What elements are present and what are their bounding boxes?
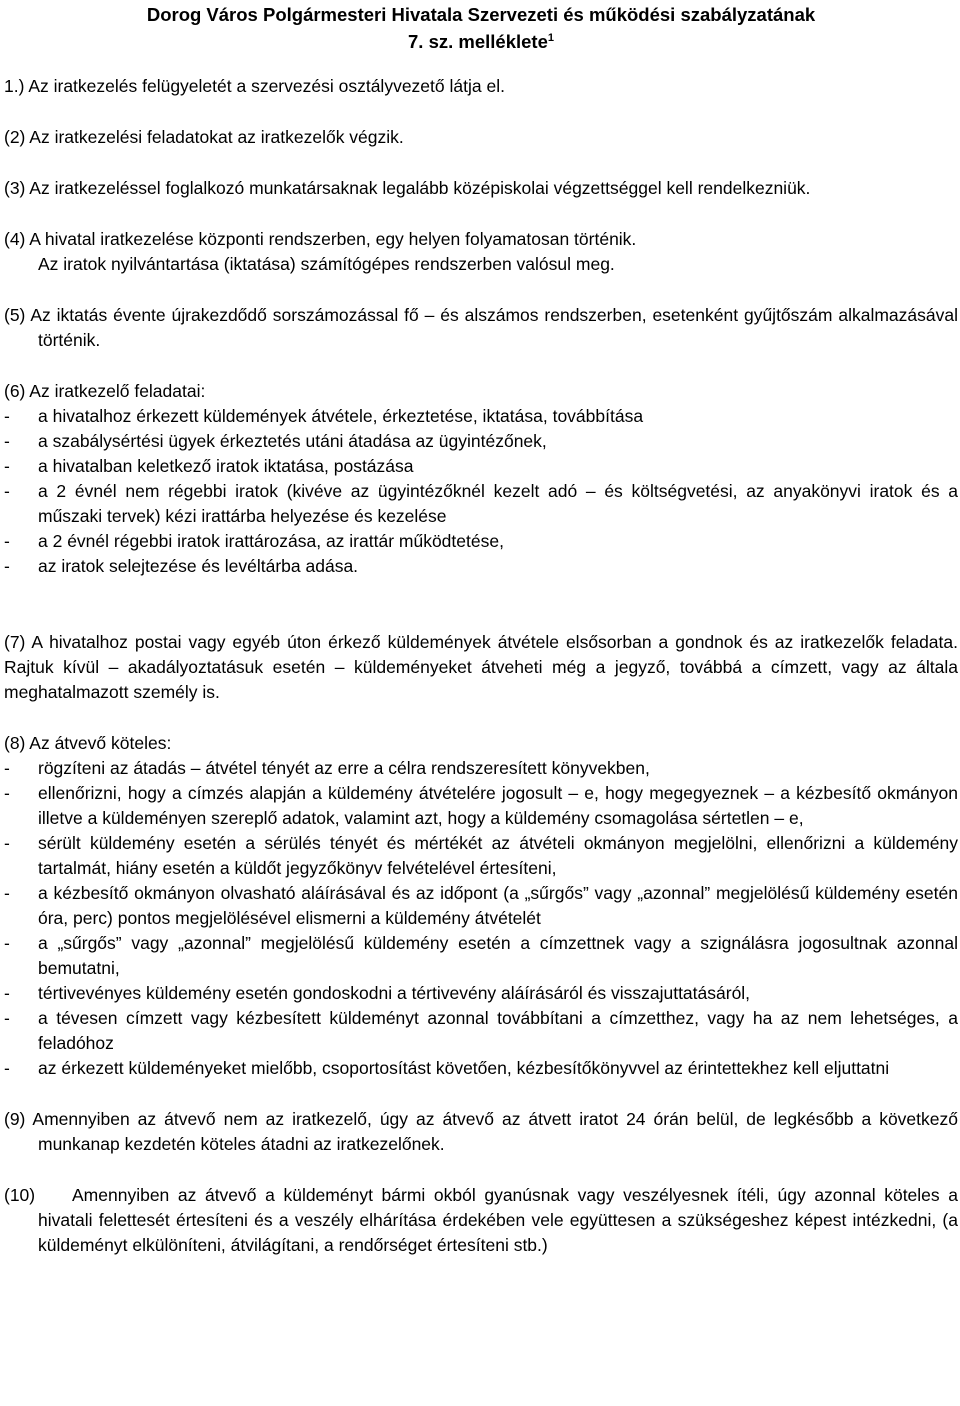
list-dash: - — [4, 983, 10, 1003]
paragraph-4 — [4, 227, 958, 277]
document-title-line2 — [4, 27, 958, 54]
document-title-line1: Dorog Város Polgármesteri Hivatala Szervezeti és működési szabályzatának — [146, 4, 816, 25]
list-item-text: sérült küldemény esetén a sérülés tényét és mértékét az átvételi okmányon megjelölni, ellenőrizni a küldemény tartalmát, hiány esetén a küldőt jegyzőkönyv felvételével értesíteni, — [38, 833, 958, 878]
list-dash: - — [4, 783, 10, 803]
list-dash: - — [4, 531, 10, 551]
list-dash: - — [4, 758, 10, 778]
list-dash: - — [4, 481, 10, 501]
list-dash: - — [4, 431, 10, 451]
list-item — [4, 831, 958, 881]
list-item — [4, 529, 958, 554]
list-dash: - — [4, 1058, 10, 1078]
paragraph-9: (9) Amennyiben az átvevő nem az iratkezelő, úgy az átvevő az átvett iratot 24 órán belül, de legkésőbb a következő munkanap kezdetén köteles átadni az iratkezelőnek. — [4, 1109, 958, 1154]
list-item — [4, 881, 958, 931]
paragraph-4-line2: Az iratok nyilvántartása (iktatása) számítógépes rendszerben valósul meg. — [38, 254, 615, 274]
paragraph-5: (5) Az iktatás évente újrakezdődő sorszámozással fő – és alszámos rendszerben, esetenként gyűjtőszám alkalmazásával történik. — [4, 305, 958, 350]
list-dash: - — [4, 556, 10, 576]
list-dash: - — [4, 406, 10, 426]
list-item-text: rögzíteni az átadás – átvétel tényét az erre a célra rendszeresített könyvekben, — [38, 758, 650, 778]
list-item — [4, 1056, 958, 1081]
paragraph-8-intro: (8) Az átvevő köteles: — [4, 733, 172, 753]
paragraph-10-text: Amennyiben az átvevő a küldeményt bármi okból gyanúsnak vagy veszélyesnek ítéli, úgy azonnal köteles a hivatali felettesét értesíteni és a veszély elhárítása érdekében vele együttesen a szükségeshez képest intézkedni, (a küldeményt elkülöníteni, átvilágítani, a rendőrséget értesíteni stb.) — [38, 1185, 958, 1255]
paragraph-10 — [4, 1183, 958, 1258]
list-item-text: a 2 évnél régebbi iratok irattározása, az irattár működtetése, — [38, 531, 504, 551]
list-dash: - — [4, 933, 10, 953]
list-item-text: a tévesen címzett vagy kézbesített küldeményt azonnal továbbítani a címzetthez, vagy ha az nem lehetséges, a feladóhoz — [38, 1008, 958, 1053]
footnote-mark: 1 — [547, 31, 554, 44]
list-item — [4, 429, 958, 454]
list-item-text: az érkezett küldeményeket mielőbb, csoportosítást követően, kézbesítőkönyvvel az érintettekhez kell eljuttatni — [38, 1058, 890, 1078]
paragraph-8 — [4, 731, 958, 1081]
list-dash: - — [4, 883, 10, 903]
list-item-text: tértivevényes küldemény esetén gondoskodni a tértivevény aláírásáról és visszajuttatásáról, — [38, 983, 751, 1003]
list-item-text: a „sűrgős” vagy „azonnal” megjelölésű küldemény esetén a címzettnek vagy a szignálásra jogosultnak azonnal bemutatni, — [38, 933, 958, 978]
list-item — [4, 756, 958, 781]
list-item-text: a hivatalhoz érkezett küldemények átvétele, érkeztetése, iktatása, továbbítása — [38, 406, 644, 426]
list-item-text: az iratok selejtezése és levéltárba adása. — [38, 556, 359, 576]
paragraph-4-line1: (4) A hivatal iratkezelése központi rendszerben, egy helyen folyamatosan történik. — [4, 229, 637, 249]
list-item — [4, 1006, 958, 1056]
list-item-text: a szabálysértési ügyek érkeztetés utáni átadása az ügyintézőnek, — [38, 431, 547, 451]
paragraph-10-number: (10) — [4, 1185, 36, 1205]
paragraph-7: (7) A hivatalhoz postai vagy egyéb úton érkező küldemények átvétele elsősorban a gondnok és az iratkezelők feladata. Rajtuk kívül – akadályoztatásuk esetén – küldeményeket átveheti még a jegyző, továbbá a címzett, vagy az általa meghatalmazott személy is. — [4, 632, 958, 702]
list-item — [4, 404, 958, 429]
document-header — [4, 0, 958, 54]
list-item — [4, 554, 958, 579]
list-dash: - — [4, 833, 10, 853]
list-item — [4, 454, 958, 479]
paragraph-3: (3) Az iratkezeléssel foglalkozó munkatársaknak legalább középiskolai végzettséggel kell rendelkezniük. — [4, 178, 811, 198]
list-item — [4, 981, 958, 1006]
paragraph-2: (2) Az iratkezelési feladatokat az iratkezelők végzik. — [4, 127, 404, 147]
paragraph-6-intro: (6) Az iratkezelő feladatai: — [4, 381, 206, 401]
document-page — [4, 0, 958, 1258]
list-item-text: a kézbesítő okmányon olvasható aláírásával és az időpont (a „sűrgős” vagy „azonnal” megjelölésű küldemény esetén óra, perc) pontos megjelölésével elismerni a küldemény átvételét — [38, 883, 958, 928]
list-item-text: a hivatalban keletkező iratok iktatása, postázása — [38, 456, 414, 476]
paragraph-6 — [4, 379, 958, 579]
paragraph-1: 1.) Az iratkezelés felügyeletét a szervezési osztályvezető látja el. — [4, 76, 505, 96]
list-dash: - — [4, 456, 10, 476]
list-item-text: a 2 évnél nem régebbi iratok (kivéve az ügyintézőknél kezelt adó – és költségvetési, az anyakönyvi iratok és a műszaki tervek) kézi irattárba helyezése és kezelése — [38, 481, 958, 526]
list-item — [4, 479, 958, 529]
list-item-text: ellenőrizni, hogy a címzés alapján a küldemény átvételére jogosult – e, hogy megegyeznek – a kézbesítő okmányon illetve a küldeményen szereplő adatok, valamint azt, hogy a küldemény csomagolása sértetlen – e, — [38, 783, 958, 828]
list-item — [4, 781, 958, 831]
title-line2-text: 7. sz. melléklete — [408, 31, 548, 52]
list-dash: - — [4, 1008, 10, 1028]
list-item — [4, 931, 958, 981]
